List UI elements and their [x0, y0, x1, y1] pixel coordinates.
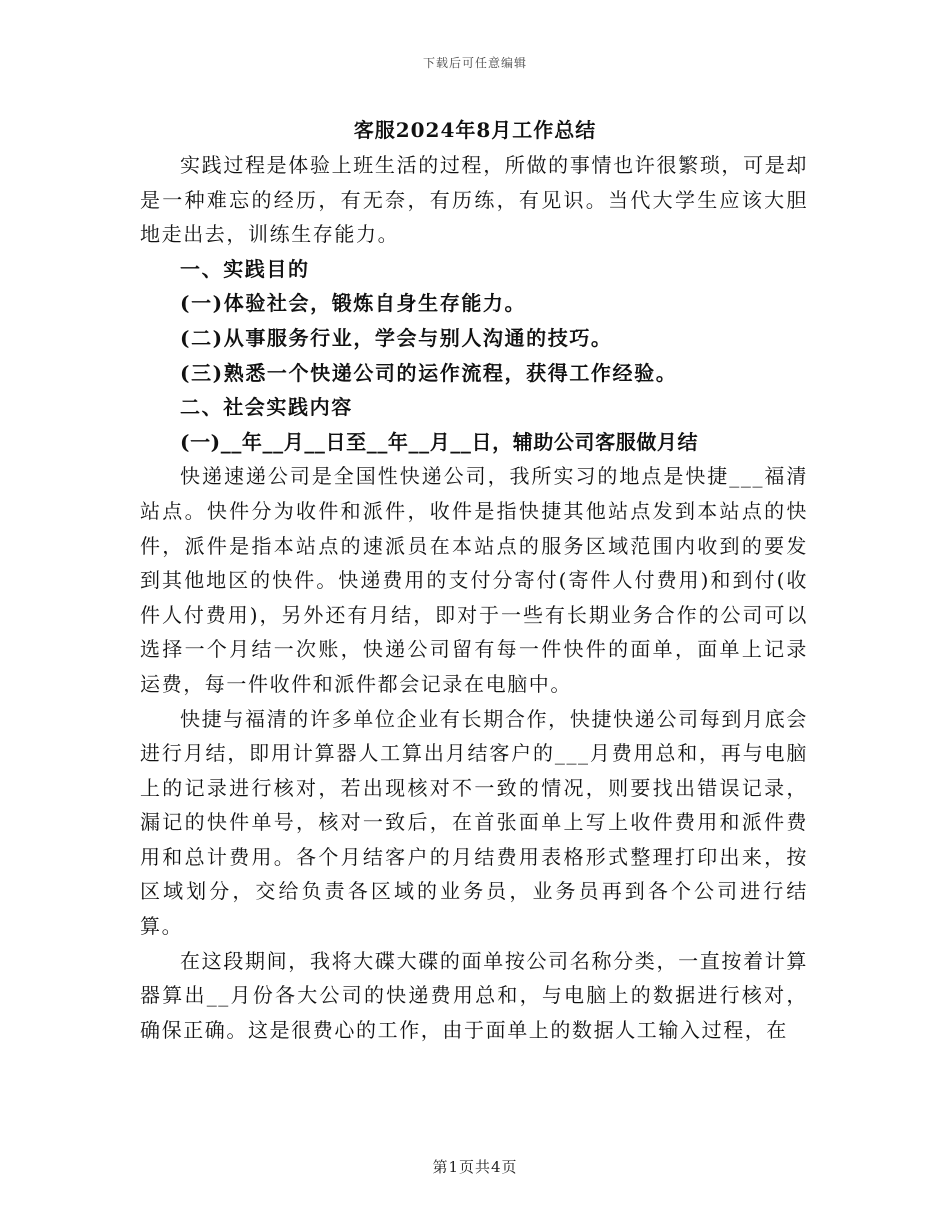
content-item-1: (一)__年__月__日至__年__月__日，辅助公司客服做月结 — [180, 429, 699, 454]
purpose-item-3: (三)熟悉一个快递公司的运作流程，获得工作经验。 — [180, 360, 678, 385]
document-body — [140, 148, 808, 1047]
body-paragraph-monthly-settlement: 快捷与福清的许多单位企业有长期合作，快捷快递公司每到月底会进行月结，即用计算器人工算出月结客户的___月费用总和，再与电脑上的记录进行核对，若出现核对不一致的情况，则要找出错误记录，漏记的快件单号，核对一致后，在首张面单上写上收件费用和派件费用和总计费用。各个月结客户的月结费用表格形式整理打印出来，按区域划分，交给负责各区域的业务员，业务员再到各个公司进行结算。 — [140, 706, 808, 939]
page-header-note: 下载后可任意编辑 — [422, 56, 527, 70]
purpose-item-1: (一)体验社会，锻炼自身生存能力。 — [180, 291, 527, 316]
section-heading-purpose: 一、实践目的 — [180, 256, 310, 281]
body-paragraph-company: 快递速递公司是全国性快递公司，我所实习的地点是快捷___福清站点。快件分为收件和派件，收件是指快捷其他站点发到本站点的快件，派件是指本站点的速派员在本站点的服务区域范围内收到的要发到其他地区的快件。快递费用的支付分寄付(寄件人付费用)和到付(收件人付费用)，另外还有月结，即对于一些有长期业务合作的公司可以选择一个月结一次账，快递公司留有每一件快件的面单，面单上记录运费，每一件收件和派件都会记录在电脑中。 — [140, 464, 808, 696]
page-number-footer: 第1页共4页 — [432, 1158, 518, 1176]
purpose-item-2: (二)从事服务行业，学会与别人沟通的技巧。 — [180, 325, 613, 350]
document-title: 客服2024年8月工作总结 — [353, 118, 597, 142]
body-paragraph-work-period: 在这段期间，我将大碟大碟的面单按公司名称分类，一直按着计算器算出__月份各大公司的快递费用总和，与电脑上的数据进行核对，确保正确。这是很费心的工作，由于面单上的数据人工输入过程，在 — [140, 948, 808, 1042]
section-heading-content: 二、社会实践内容 — [180, 395, 353, 420]
intro-paragraph: 实践过程是体验上班生活的过程，所做的事情也许很繁琐，可是却是一种难忘的经历，有无奈，有历练，有见识。当代大学生应该大胆地走出去，训练生存能力。 — [140, 153, 808, 247]
